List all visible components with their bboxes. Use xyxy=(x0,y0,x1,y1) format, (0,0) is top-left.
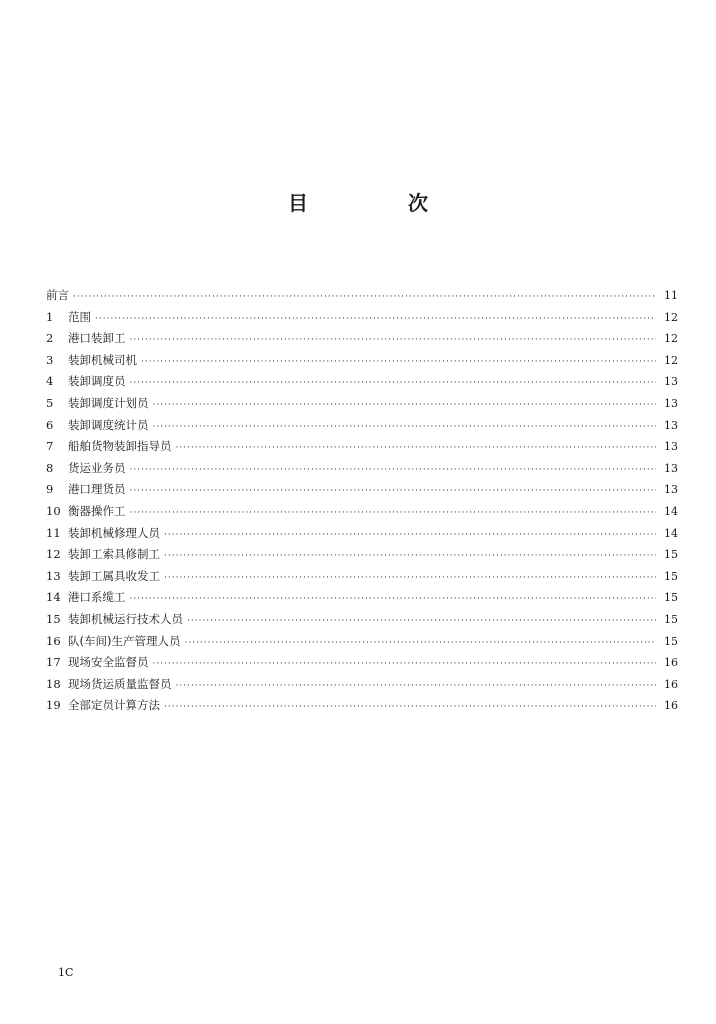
toc-entry[interactable] xyxy=(46,525,678,547)
toc-entry-number: 1 xyxy=(46,309,54,324)
toc-entry-page: 15 xyxy=(664,548,678,562)
toc-entry[interactable] xyxy=(46,309,678,331)
toc-entry-page: 16 xyxy=(664,656,678,670)
toc-entry[interactable] xyxy=(46,676,678,698)
toc-entry-page: 13 xyxy=(664,440,678,454)
toc-dot-leader xyxy=(73,292,656,302)
toc-dot-leader xyxy=(187,616,656,626)
toc-entry[interactable] xyxy=(46,633,678,655)
toc-entry-page: 12 xyxy=(664,353,678,367)
toc-entry-page: 12 xyxy=(664,310,678,324)
toc-entry-label: 港口装卸工 xyxy=(68,331,126,346)
toc-entry-number: 14 xyxy=(46,590,61,605)
toc-entry-page: 15 xyxy=(664,591,678,605)
toc-entry-number: 2 xyxy=(46,331,54,346)
toc-entry-page: 15 xyxy=(664,612,678,626)
toc-entry[interactable] xyxy=(46,287,678,309)
toc-dot-leader xyxy=(153,400,657,410)
toc-entry[interactable] xyxy=(46,460,678,482)
toc-entry-page: 13 xyxy=(664,418,678,432)
toc-entry-number: 4 xyxy=(46,374,54,389)
toc-dot-leader xyxy=(164,530,656,540)
toc-entry-label: 队(车间)生产管理人员 xyxy=(68,633,181,648)
toc-entry-label: 现场安全监督员 xyxy=(68,655,149,670)
toc-entry-page: 13 xyxy=(664,375,678,389)
toc-entry-number: 10 xyxy=(46,503,61,518)
toc-entry-page: 12 xyxy=(664,332,678,346)
toc-entry[interactable] xyxy=(46,546,678,568)
toc-entry-label: 装卸机械运行技术人员 xyxy=(68,611,183,626)
toc-entry-label: 港口系缆工 xyxy=(68,590,126,605)
toc-entry-number: 17 xyxy=(46,655,61,670)
toc-entry-label: 现场货运质量监督员 xyxy=(68,676,172,691)
toc-entry[interactable] xyxy=(46,697,678,719)
toc-dot-leader xyxy=(130,335,657,345)
toc-dot-leader xyxy=(153,422,657,432)
toc-entry-page: 14 xyxy=(664,504,678,518)
toc-entry-number: 13 xyxy=(46,568,61,583)
toc-dot-leader xyxy=(95,314,656,324)
toc-entry[interactable] xyxy=(46,589,678,611)
toc-entry[interactable] xyxy=(46,654,678,676)
toc-dot-leader xyxy=(164,551,656,561)
toc-entry[interactable] xyxy=(46,330,678,352)
toc-entry[interactable] xyxy=(46,503,678,525)
toc-entry-number: 16 xyxy=(46,633,61,648)
toc-dot-leader xyxy=(141,357,656,367)
toc-dot-leader xyxy=(130,378,657,388)
toc-title: 目 次 xyxy=(288,191,468,216)
toc-entry[interactable] xyxy=(46,395,678,417)
toc-entry-page: 13 xyxy=(664,483,678,497)
toc-entry-number: 6 xyxy=(46,417,54,432)
toc-entry-number: 3 xyxy=(46,352,54,367)
toc-dot-leader xyxy=(153,659,657,669)
page-number: 1C xyxy=(58,966,74,979)
toc-entry-page: 16 xyxy=(664,699,678,713)
toc-dot-leader xyxy=(164,573,656,583)
toc-entry[interactable] xyxy=(46,611,678,633)
toc-entry-number: 7 xyxy=(46,439,54,454)
toc-entry-label: 装卸调度统计员 xyxy=(68,417,149,432)
toc-entry-number: 9 xyxy=(46,482,54,497)
toc-entry-label: 港口理货员 xyxy=(68,482,126,497)
toc-entry-number: 8 xyxy=(46,460,54,475)
toc-entry-label: 船舶货物装卸指导员 xyxy=(68,439,172,454)
toc-dot-leader xyxy=(130,508,657,518)
toc-entry-page: 14 xyxy=(664,526,678,540)
table-of-contents xyxy=(46,287,678,719)
toc-entry[interactable] xyxy=(46,352,678,374)
toc-entry[interactable] xyxy=(46,373,678,395)
toc-entry-label: 前言 xyxy=(46,288,69,302)
toc-dot-leader xyxy=(176,681,657,691)
toc-entry-number: 11 xyxy=(46,525,61,540)
toc-entry-number: 5 xyxy=(46,395,54,410)
toc-entry-page: 16 xyxy=(664,677,678,691)
toc-entry-page: 13 xyxy=(664,396,678,410)
toc-entry[interactable] xyxy=(46,568,678,590)
toc-entry-page: 15 xyxy=(664,634,678,648)
toc-entry-label: 全部定员计算方法 xyxy=(68,698,160,713)
toc-entry[interactable] xyxy=(46,417,678,439)
toc-entry-label: 货运业务员 xyxy=(68,460,126,475)
toc-entry[interactable] xyxy=(46,481,678,503)
toc-dot-leader xyxy=(130,486,657,496)
toc-entry-number: 18 xyxy=(46,676,61,691)
toc-entry-label: 装卸调度计划员 xyxy=(68,395,149,410)
toc-dot-leader xyxy=(184,638,656,648)
toc-entry-page: 13 xyxy=(664,461,678,475)
toc-entry-label: 装卸工索具修制工 xyxy=(68,547,160,562)
toc-entry-label: 衡器操作工 xyxy=(68,503,126,518)
toc-dot-leader xyxy=(164,702,656,712)
toc-entry[interactable] xyxy=(46,438,678,460)
toc-entry-label: 装卸机械修理人员 xyxy=(68,525,160,540)
toc-entry-page: 15 xyxy=(664,569,678,583)
toc-entry-number: 19 xyxy=(46,698,61,713)
toc-dot-leader xyxy=(176,443,657,453)
toc-entry-label: 装卸机械司机 xyxy=(68,352,137,367)
toc-entry-label: 装卸调度员 xyxy=(68,374,126,389)
toc-dot-leader xyxy=(130,594,657,604)
toc-entry-label: 装卸工属具收发工 xyxy=(68,568,160,583)
toc-dot-leader xyxy=(130,465,657,475)
toc-entry-number: 12 xyxy=(46,547,61,562)
toc-entry-page: 11 xyxy=(664,289,678,302)
toc-entry-label: 范围 xyxy=(68,309,91,324)
toc-entry-number: 15 xyxy=(46,611,61,626)
